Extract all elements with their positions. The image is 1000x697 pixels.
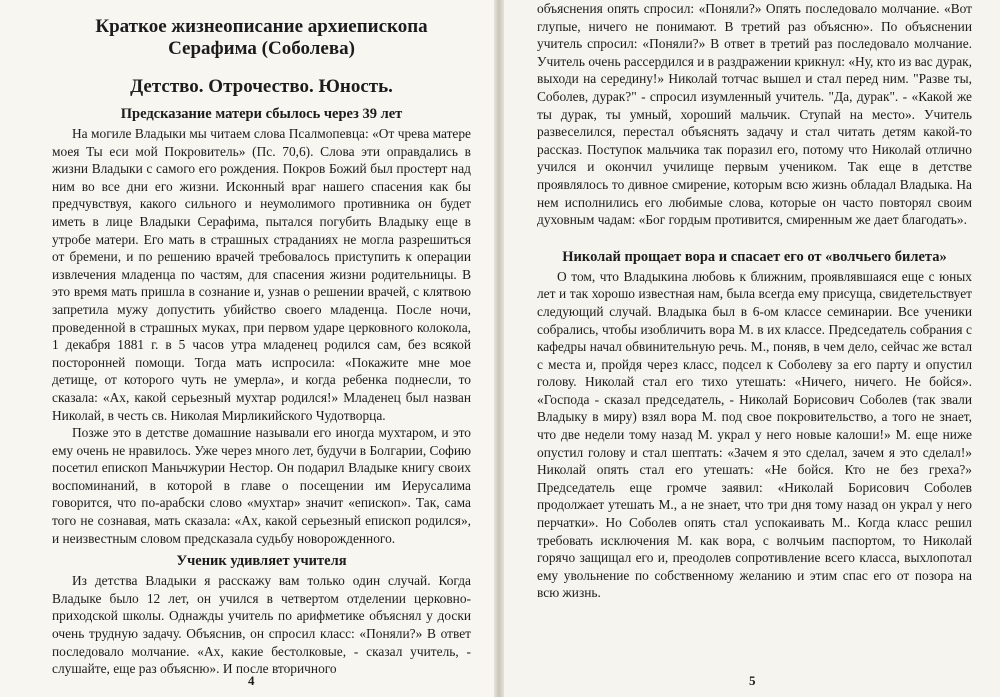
chapter-title: Детство. Отрочество. Юность. — [130, 76, 393, 97]
paragraph-continuation: объяснения опять спросил: «Поняли?» Опять последовало молчание. «Вот глупые, ничего не понимают. В третий раз объясню». По объяснении учитель спросил: «Поняли?» В ответ в третий раз последовало молчание. Учитель очень рассердился и в раздражении крикнул: «Ну, кто из вас дурак, выходи на середину!» Николай тотчас вышел и стал перед ним. "Разве ты, Соболев, дурак?" - спросил изумленный учитель. "Да, дурак". - «Какой же ты дурак, ты умный, хороший мальчик. Ступай на место». Учитель развеселился, перестал объяснять задачу и стал читать детям какой-то рассказ. Поступок мальчика так поразил его, потому что Николай отлично учился и окончил училище первым учеником. Так еще в детстве проявлялось то дивное смирение, которым всю жизнь обладал Владыка. На нем исполнились его любимые слова, которые он часто повторял своим духовным чадам: «Бог гордым противится, смиренным же дает благодать». — [537, 1, 972, 228]
paragraph-thief-story: О том, что Владыкина любовь к ближним, проявлявшаяся еще с юных лет и так хорошо известная нам, была всегда ему присуща, свидетельствует следующий случай. Владыка был в 6-ом классе семинарии. Все ученики собрались, чтобы изобличить вора М. в их классе. Председатель собрания с кафедры начал обвинительную речь. М., поняв, в чем дело, сейчас же встал с места и, пройдя через класс, подсел к Соболеву за его парту и опустил голову. Николай стал его тихо утешать: «Ничего, ничего. Не бойся». «Господа - сказал председатель, - Николай Борисович Соболев (так звали Владыку в миру) взял вора М. под свое покровительство, а того не знает, что две недели тому назад М. украл у него новые калоши!» М. еще ниже опустил голову и стал шептать: «Зачем я это сделал, зачем я это сделал!» Николай опять стал его утешать: «Не бойся. Кто не без греха?» Председатель еще громче заявил: «Николай Борисович Соболев продолжает утешать М., а не знает, что три дня тому назад он украл у него перчатки». Но Соболев опять стал успокаивать М.. Когда класс решил требовать исключения М. как вора, с волчьим паспортом, то Николай горячо защищал его и, преодолев сопротивление всего класса, выхлопотал ему увольнение по собственному желанию и этим спас его от позора на всю жизнь. — [537, 268, 972, 601]
page-number-right: 5 — [749, 673, 756, 688]
paragraph-mukhtar: Позже это в детстве домашние называли его иногда мухтаром, и это ему очень не нравилось. Уже через много лет, будучи в Болгарии, Софию посетил епископ Маньчжурии Нестор. Он подарил Владыке книгу своих воспоминаний, в которой в главе о посещении им Иерусалима говорится, что по-арабски слово «мухтар» значит «епископ». Так, сама того не сознавая, мать сказала: «Ах, какой серьезный епископ родился», и неизвестным словом предсказала судьбу новорожденного. — [52, 425, 471, 546]
book-title: Краткое жизнеописание архиепископа Серафима (Соболева) — [95, 16, 428, 59]
right-page — [497, 0, 1000, 697]
page-number-left: 4 — [248, 673, 255, 688]
section-title-student: Ученик удивляет учителя — [176, 553, 347, 570]
paragraph-birth: На могиле Владыки мы читаем слова Псалмопевца: «От чрева матере моея Ты еси мой Покровитель» (Пс. 70,6). Слова эти оправдались в жизни Владыки с самого его рождения. Покров Божий был простерт над ним во все дни его жизни. Исконный враг нашего спасения как бы предчувствуя, какого сильного и неумолимого противника он будет иметь в лице Владыки Серафима, пытался погубить Владыку еще в утробе матери. Его мать в страшных страданиях не могла разрешиться от бремени, и по решению врачей требовалось приступить к операции извлечения младенца по частям, для спасения жизни родительницы. В это время мать пришла в сознание и, узнав о решении врачей, с клятвою запретила мужу допустить убийство своего младенца. После ночи, проведенной в страшных муках, при первом ударе церковного колокола, 1 декабря 1881 г. в 5 часов утра младенец родился сам, без всякой посторонней помощи. Тогда мать испросила: «Покажите мне мое детище, от которого чуть не умерла», и когда ребенка поднесли, то сказала: «Ах, какой серьезный мухтар родился!» Младенец был назван Николай, в честь св. Николая Мирликийского Чудотворца. — [52, 126, 471, 423]
paragraph-school: Из детства Владыки я расскажу вам только один случай. Когда Владыке было 12 лет, он учился в четвертом отделении церковно-приходской школы. Однажды учитель по арифметике объяснял у доски очень трудную задачу. Объяснив, он спросил класс: «Поняли?» В ответ последовало молчание. «Ах, какие бестолковые, - сказал учитель, - слушайте, еще раз объясню». И после вторичного — [52, 573, 471, 677]
section-title-prediction: Предсказание матери сбылось через 39 лет — [120, 106, 403, 122]
section-title-thief: Николай прощает вора и спасает его от «волчьего билета» — [562, 248, 947, 265]
left-page — [0, 0, 497, 697]
book-gutter — [494, 0, 504, 697]
